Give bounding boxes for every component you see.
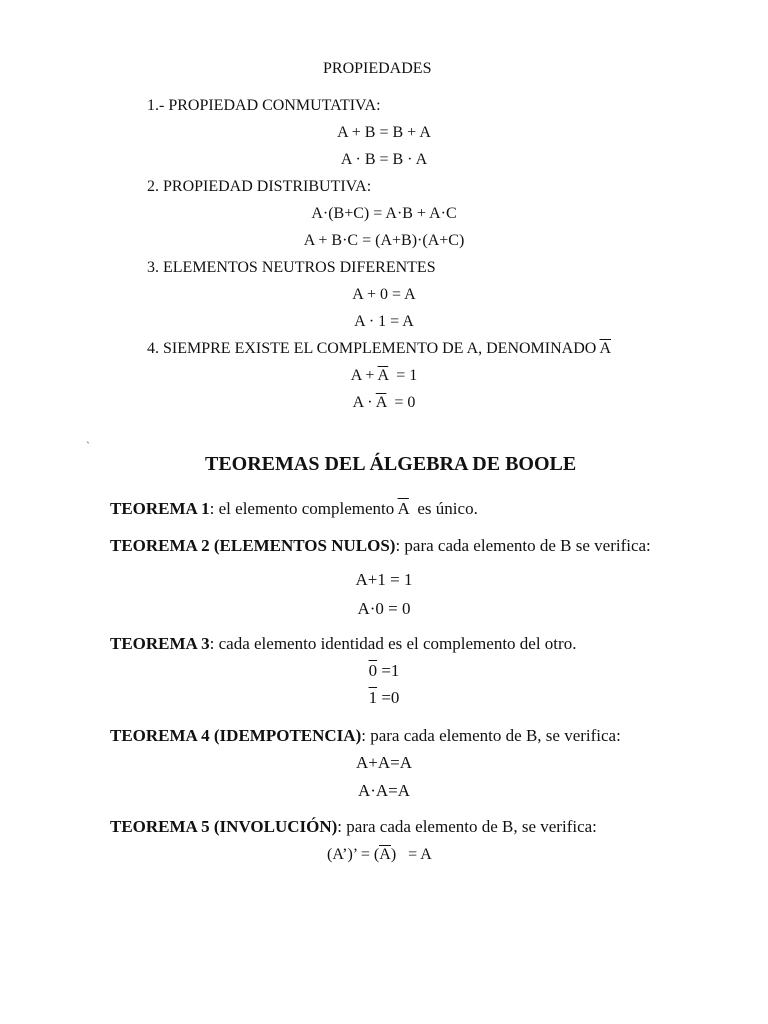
teorema3-label: TEOREMA 3 [110, 634, 210, 653]
teorema2-formula-2: A·0 = 0 [357, 599, 411, 618]
teorema5-label: TEOREMA 5 (INVOLUCIÓN) [110, 817, 338, 836]
teorema2 [110, 536, 651, 556]
teorema5-f-double-bar [379, 845, 391, 863]
prop4-heading-text: 4. SIEMPRE EXISTE EL COMPLEMENTO DE A, DENOMINADO [147, 340, 600, 357]
teorema5-f-post: ) = A [390, 846, 432, 863]
teorema4-label: TEOREMA 4 (IDEMPOTENCIA) [110, 726, 362, 745]
teoremas-title: TEOREMAS DEL ÁLGEBRA DE BOOLE [205, 453, 577, 475]
stray-mark: ˏ [86, 430, 90, 444]
teorema4-formula-2: A·A=A [357, 781, 411, 800]
propiedades-title: PROPIEDADES [323, 60, 432, 77]
prop4-f1-bar: $\overline{A}$ [377, 367, 389, 384]
teorema2-label: TEOREMA 2 (ELEMENTOS NULOS) [110, 536, 396, 555]
teorema3-formula-2 [0, 688, 768, 708]
teorema3-f2-bar: 1 [368, 688, 378, 707]
teorema1-symbol: $\overline{A}$ [397, 499, 409, 518]
prop3-formula-2: A · 1 = A [354, 313, 414, 330]
prop2-heading: 2. PROPIEDAD DISTRIBUTIVA: [147, 178, 372, 195]
prop4-f1-pre: A + [350, 367, 378, 384]
teorema5-f-bar: $\overline{A}$ [379, 846, 391, 863]
teorema3-f1-post: =1 [377, 661, 400, 680]
prop2-formula-2: A + B·C = (A+B)·(A+C) [303, 232, 465, 249]
prop2-formula-1: A·(B+C) = A·B + A·C [311, 205, 457, 222]
prop1-formula-2: A · B = B · A [340, 151, 428, 168]
teorema4 [110, 726, 621, 746]
prop4-f2-bar: $\overline{A}$ [375, 394, 387, 411]
teorema5-formula [327, 845, 432, 864]
teorema2-formula-1: A+1 = 1 [355, 570, 413, 589]
teorema3-formula-1 [0, 661, 768, 681]
prop4-heading [147, 340, 611, 358]
prop4-formula-2 [0, 394, 768, 412]
prop1-heading: 1.- PROPIEDAD CONMUTATIVA: [147, 97, 381, 114]
teorema2-text: : para cada elemento de B se verifica: [395, 536, 651, 555]
prop4-f2-post: = 0 [386, 394, 416, 411]
teorema1-text-post: es único. [408, 499, 478, 518]
teorema1 [110, 499, 478, 519]
teorema1-label: TEOREMA 1 [110, 499, 210, 518]
prop4-heading-symbol: $\overline{A}$ [599, 340, 612, 357]
teorema3 [110, 634, 576, 654]
prop3-formula-1: A + 0 = A [352, 286, 416, 303]
prop3-heading: 3. ELEMENTOS NEUTROS DIFERENTES [147, 259, 436, 276]
teorema5-text: : para cada elemento de B, se verifica: [337, 817, 597, 836]
prop4-f2-pre: A · [352, 394, 376, 411]
teorema5 [110, 817, 597, 837]
teorema5-f-pre: (A’)’ = ( [327, 846, 380, 863]
teorema3-text: : cada elemento identidad es el complemento del otro. [209, 634, 577, 653]
teorema3-f1-bar: 0 [368, 661, 378, 680]
prop1-formula-1: A + B = B + A [337, 124, 431, 141]
teorema1-text-pre: : el elemento complemento [209, 499, 398, 518]
teorema3-f2-post: =0 [377, 688, 400, 707]
prop4-formula-1 [0, 367, 768, 385]
teorema4-text: : para cada elemento de B, se verifica: [361, 726, 621, 745]
teorema4-formula-1: A+A=A [355, 753, 412, 772]
prop4-f1-post: = 1 [388, 367, 418, 384]
